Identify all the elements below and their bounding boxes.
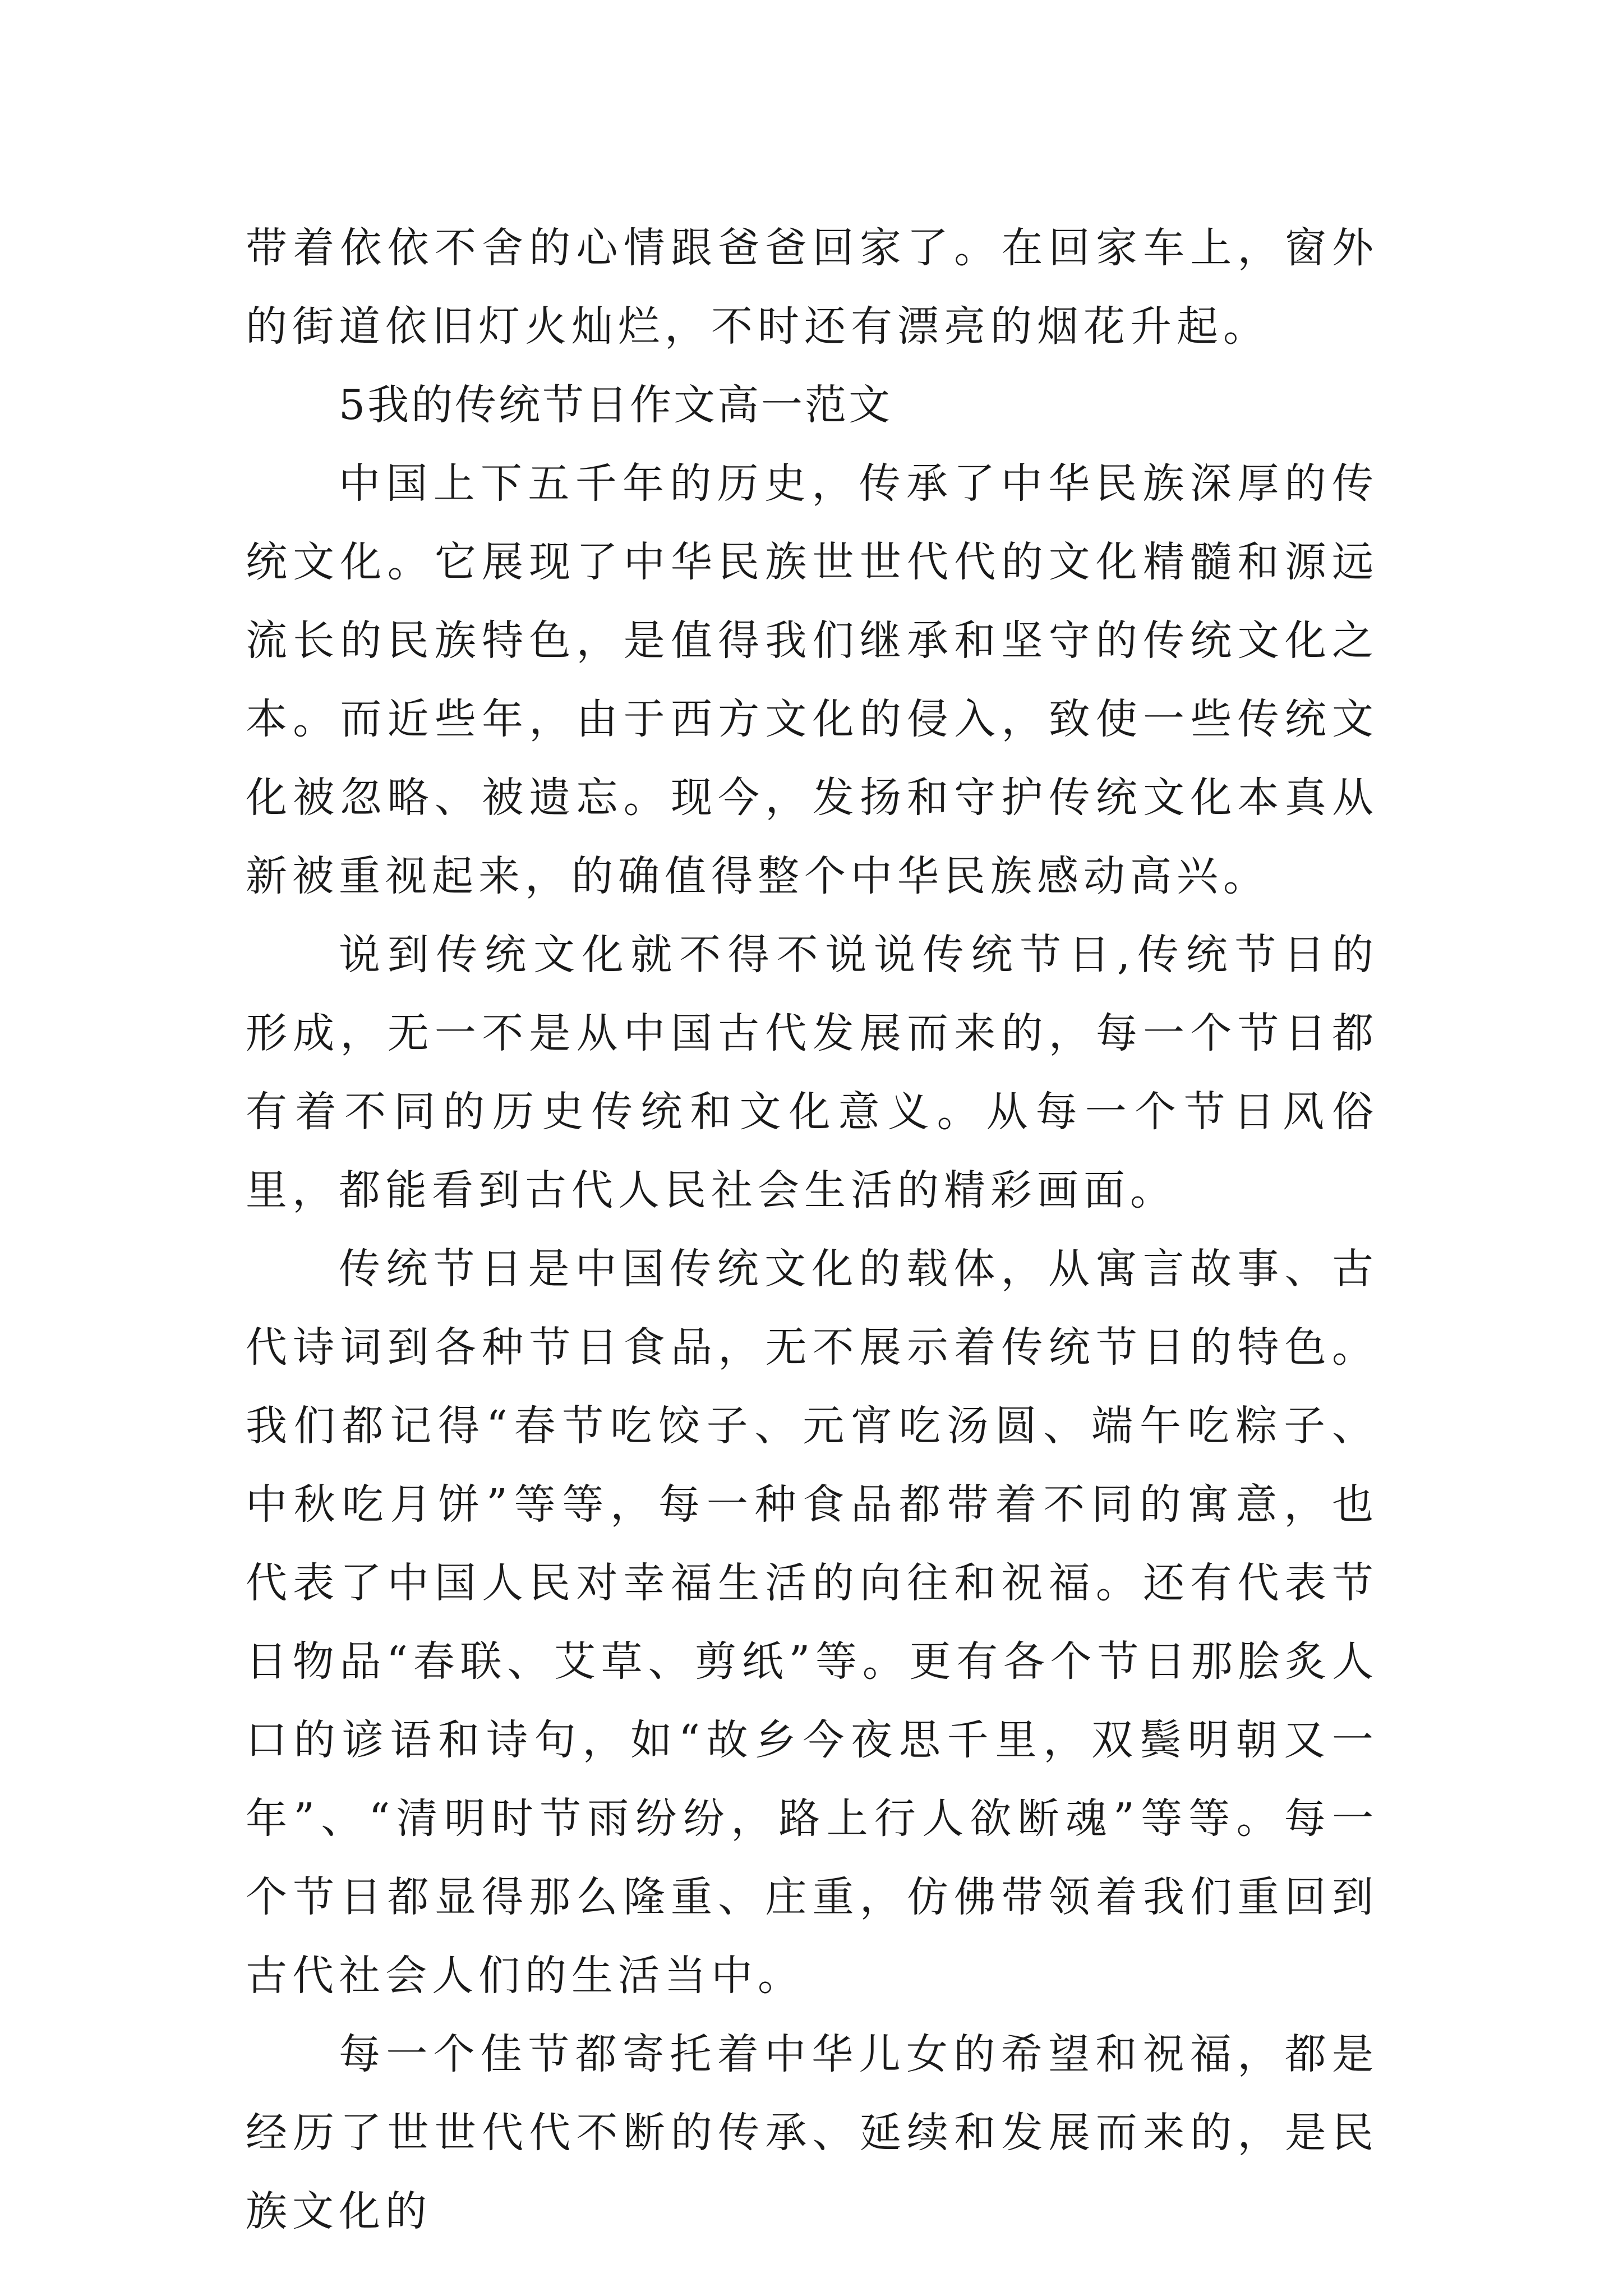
paragraph-4: 每一个佳节都寄托着中华儿女的希望和祝福，都是经历了世世代代不断的传承、延续和发展而来的，是民族文化的: [246, 2030, 1378, 2235]
paragraph-3: 传统节日是中国传统文化的载体，从寓言故事、古代诗词到各种节日食品，无不展示着传统节日的特色。我们都记得“春节吃饺子、元宵吃汤圆、端午吃粽子、中秋吃月饼”等等，每一种食品都带着不同的寓意，也代表了中国人民对幸福生活的向往和祝福。还有代表节日物品“春联、艾草、剪纸”等。更有各个节日那脍炙人口的谚语和诗句，如“故乡今夜思千里，双鬓明朝又一年”、“清明时节雨纷纷，路上行人欲断魂”等等。每一个节日都显得那么隆重、庄重，仿佛带领着我们重回到古代社会人们的生活当中。: [246, 1245, 1378, 2000]
paragraph-continued: 带着依依不舍的心情跟爸爸回家了。在回家车上，窗外的街道依旧灯火灿烂，不时还有漂亮的烟花升起。: [246, 224, 1378, 351]
document-body: [246, 209, 1378, 2251]
paragraph-1: 中国上下五千年的历史，传承了中华民族深厚的传统文化。它展现了中华民族世世代代的文化精髓和源远流长的民族特色，是值得我们继承和坚守的传统文化之本。而近些年，由于西方文化的侵入，致使一些传统文化被忽略、被遗忘。现今，发扬和守护传统文化本真从新被重视起来，的确值得整个中华民族感动高兴。: [246, 459, 1378, 900]
paragraph-2: 说到传统文化就不得不说说传统节日,传统节日的形成，无一不是从中国古代发展而来的，每一个节日都有着不同的历史传统和文化意义。从每一个节日风俗里，都能看到古代人民社会生活的精彩画面。: [246, 931, 1378, 1214]
section-heading: 5我的传统节日作文高一范文: [339, 381, 893, 429]
